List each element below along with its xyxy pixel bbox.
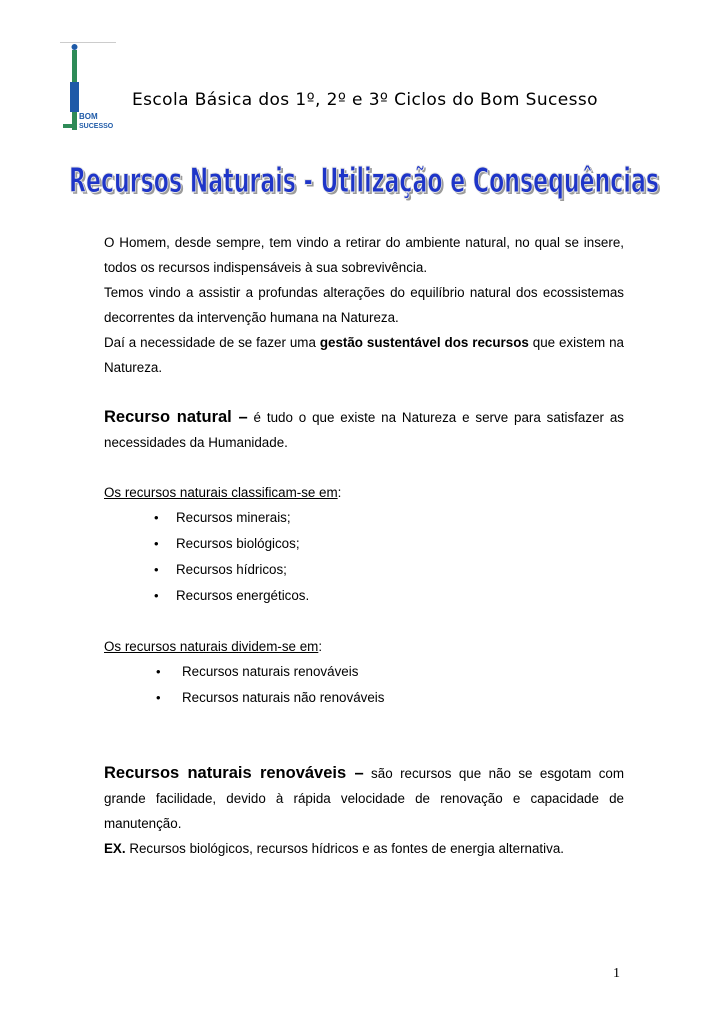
bullet: • (154, 562, 159, 577)
list-item (104, 557, 624, 583)
logo-text-bom: BOM (79, 112, 98, 121)
intro-paragraph-2: Temos vindo a assistir a profundas alterações do equilíbrio natural dos ecossistemas decorrentes da intervenção humana na Natureza. (104, 285, 624, 325)
list-item (104, 685, 624, 711)
example-label: EX. (104, 841, 126, 856)
list-item (104, 531, 624, 557)
classification-colon: : (337, 485, 342, 500)
document-title (62, 150, 666, 210)
definition-term: Recurso natural – (104, 408, 248, 426)
bullet: • (154, 588, 159, 603)
renewable-text: são recursos que não se esgotam com grande facilidade, devido à rápida velocidade de renovação e capacidade de manutenção. (104, 766, 624, 831)
list-item (104, 583, 624, 609)
division-heading-text: Os recursos naturais dividem-se em (104, 639, 319, 654)
list-item-text: Recursos hídricos; (176, 562, 287, 577)
classification-heading-text: Os recursos naturais classificam-se em (104, 485, 338, 500)
list-item (104, 505, 624, 531)
definition-paragraph (104, 405, 624, 455)
list-item-text: Recursos naturais renováveis (182, 664, 359, 679)
renewable-paragraph (104, 761, 624, 836)
intro-paragraph-3 (104, 330, 624, 380)
intro-p3-before: Daí a necessidade de se fazer uma (104, 335, 320, 350)
page-number: 1 (613, 966, 620, 981)
division-heading (104, 634, 624, 659)
logo-text-sucesso: SUCESSO (79, 123, 114, 130)
renewable-term: Recursos naturais renováveis – (104, 764, 364, 782)
classification-heading (104, 480, 624, 505)
title-text: Recursos Naturais - Utilização e Consequências (69, 161, 659, 201)
intro-paragraph-1: O Homem, desde sempre, tem vindo a retirar do ambiente natural, no qual se insere, todos os recursos indispensáveis à sua sobrevivência. (104, 235, 624, 275)
list-item-text: Recursos energéticos. (176, 588, 310, 603)
division-list (104, 659, 624, 711)
intro-p3-after: que existem na Natureza. (104, 335, 624, 375)
bullet: • (156, 690, 161, 705)
document-body (104, 230, 624, 861)
intro-p3-bold: gestão sustentável dos recursos (319, 335, 529, 350)
division-colon: : (318, 639, 323, 654)
classification-list (104, 505, 624, 609)
definition-text: é tudo o que existe na Natureza e serve para satisfazer as necessidades da Humanidade. (104, 410, 624, 450)
school-name: Escola Básica dos 1º, 2º e 3º Ciclos do Bom Sucesso (132, 90, 598, 110)
title-shadow: Recursos Naturais - Utilização e Consequências (71, 163, 661, 203)
bullet: • (154, 536, 159, 551)
list-item-text: Recursos biológicos; (176, 536, 300, 551)
bullet: • (156, 664, 161, 679)
bullet: • (154, 510, 159, 525)
list-item-text: Recursos minerais; (176, 510, 291, 525)
list-item-text: Recursos naturais não renováveis (182, 690, 385, 705)
school-logo (60, 42, 120, 132)
example-text: Recursos biológicos, recursos hídricos e as fontes de energia alternativa. (125, 841, 564, 856)
list-item (104, 659, 624, 685)
renewable-example (104, 836, 624, 861)
